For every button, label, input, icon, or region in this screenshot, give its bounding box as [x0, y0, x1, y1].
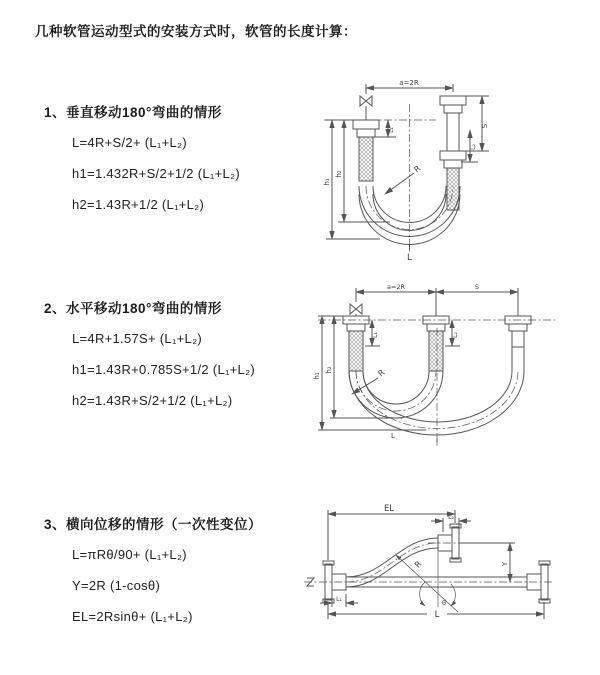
dim-label-h1: h₁ [313, 372, 321, 380]
dim-label-length: L [391, 432, 395, 440]
horizontal-180-bend-diagram [306, 280, 598, 470]
dim-label-fit-right: L₂ [452, 332, 459, 338]
section-vertical-movement [44, 101, 314, 220]
formula-h1: h1=1.43R+0.785S+1/2 (L₁+L₂) [72, 362, 256, 377]
valve-icon [350, 304, 362, 314]
dim-label-length: L [434, 610, 440, 620]
dim-label-radius: R [376, 367, 387, 379]
formula-h1: h1=1.432R+S/2+1/2 (L₁+L₂) [72, 166, 240, 181]
lateral-displacement-diagram [296, 502, 598, 647]
formula-length: L=4R+S/2+ (L₁+L₂) [72, 135, 187, 150]
formula-offset: Y=2R (1-cosθ) [72, 578, 161, 593]
dim-label-h2: h₂ [335, 170, 343, 178]
dim-label-fit-right: L₂ [448, 514, 454, 521]
dim-label-stroke: S [474, 283, 480, 291]
dim-label-fit-left: L₁ [372, 332, 379, 338]
dim-label-angle: θ [442, 599, 446, 607]
dim-label-length: L [406, 253, 413, 263]
dim-label-fit-right: L₂ [470, 144, 477, 150]
dim-label-fit-left: L₁ [388, 127, 395, 133]
diagram-1-linework [324, 84, 489, 254]
section-3-formulas [72, 539, 314, 632]
section-3-heading: 3、横向位移的情形（一次性变位） [44, 517, 263, 532]
formula-h2: h2=1.43R+1/2 (L₁+L₂) [72, 197, 205, 212]
dim-label-span: a=2R [399, 79, 419, 87]
dim-label-stroke: S [481, 123, 489, 129]
valve-icon [360, 96, 372, 106]
dim-label-radius: R [412, 163, 423, 175]
dim-label-span: a=2R [386, 283, 406, 291]
formula-h2: h2=1.43R+S/2+1/2 (L₁+L₂) [72, 393, 233, 408]
section-2-formulas [72, 323, 314, 416]
formula-length: L=4R+1.57S+ (L₁+L₂) [72, 331, 203, 346]
section-lateral-displacement [44, 513, 314, 632]
dim-label-fit-left: L₁ [336, 596, 342, 603]
page-title: 几种软管运动型式的安装方式时，软管的长度计算： [35, 24, 357, 39]
section-2-heading: 2、水平移动180°弯曲的情形 [44, 301, 222, 316]
section-1-heading: 1、垂直移动180°弯曲的情形 [44, 105, 222, 120]
dim-label-offset: Y [501, 561, 509, 567]
diagram-2-linework [318, 288, 556, 448]
dim-label-radius: R [412, 559, 424, 570]
vertical-180-bend-diagram [308, 74, 598, 264]
section-horizontal-movement [44, 297, 314, 416]
dim-label-h1: h₁ [323, 178, 331, 186]
dim-label-h2: h₂ [325, 366, 333, 374]
formula-length: L=πRθ/90+ (L₁+L₂) [72, 547, 187, 562]
formula-el: EL=2Rsinθ+ (L₁+L₂) [72, 609, 193, 624]
dim-label-el: EL [383, 504, 395, 514]
section-1-formulas [72, 127, 314, 220]
